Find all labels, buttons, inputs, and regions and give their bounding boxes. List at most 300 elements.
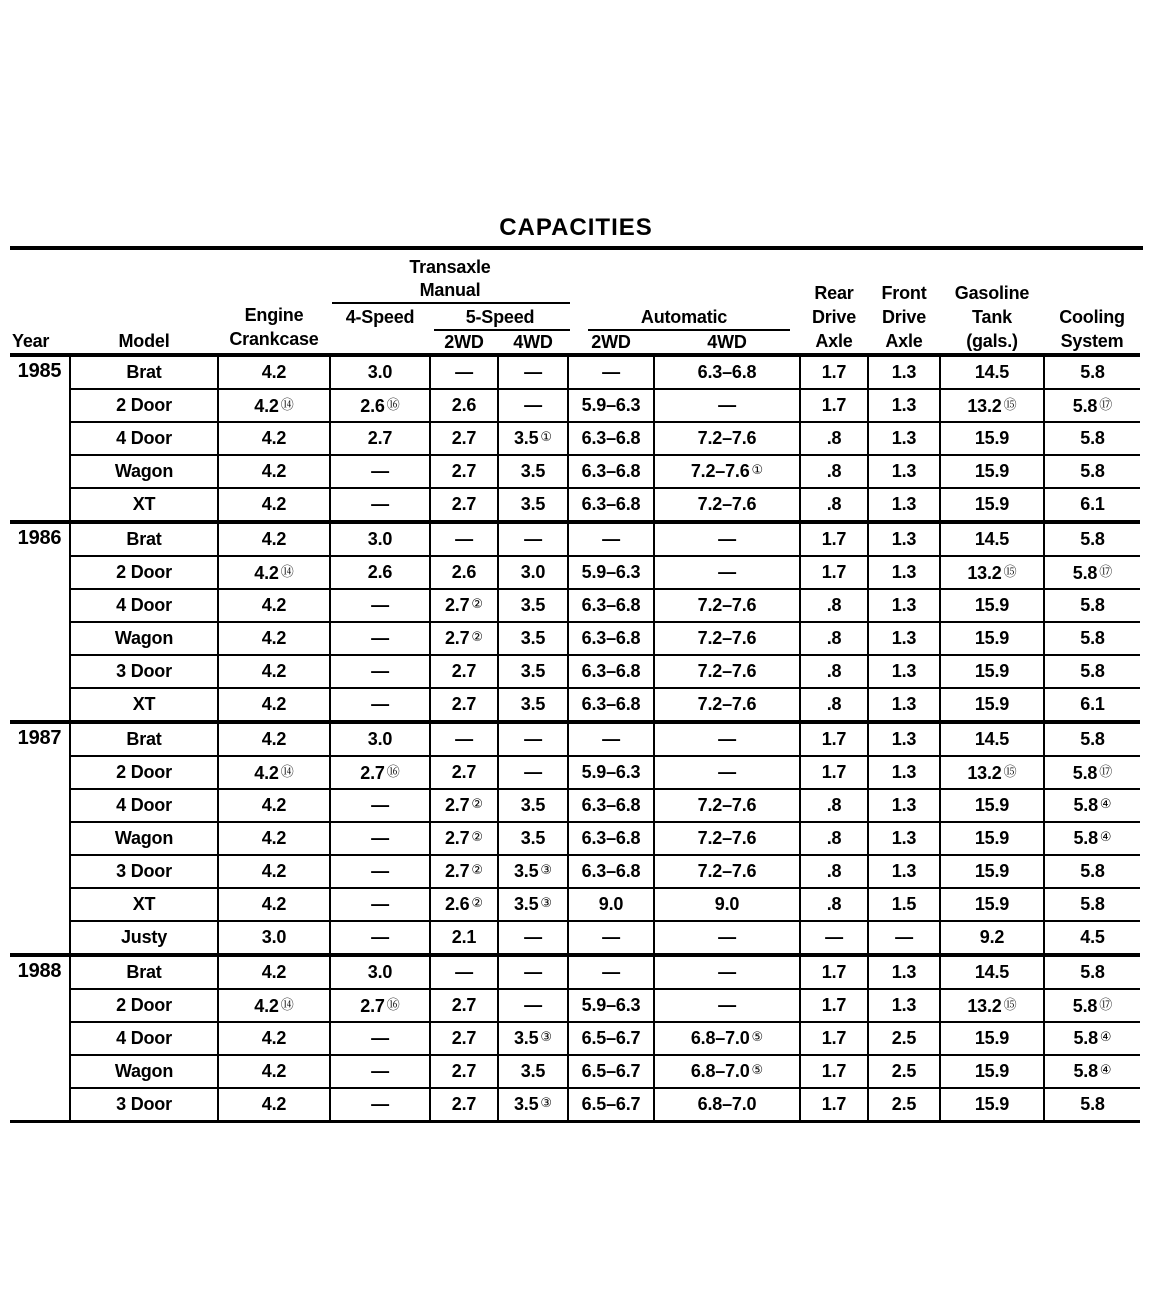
table-row	[10, 488, 1140, 522]
value-cell-cooling-system: 5.8	[1044, 355, 1140, 389]
value-cell-gasoline-tank: 13.2 ⑮	[940, 756, 1044, 789]
value-cell-gasoline-tank: 15.9	[940, 455, 1044, 488]
value-cell-manual-4speed: —	[330, 622, 430, 655]
value-cell-manual-5speed-4wd: —	[498, 389, 568, 422]
value-cell-automatic-4wd: —	[654, 756, 800, 789]
footnote-ref: ②	[471, 596, 484, 611]
value-cell-gasoline-tank: 15.9	[940, 688, 1044, 722]
value-cell-automatic-4wd: —	[654, 955, 800, 989]
value-cell-rear-drive-axle: 1.7	[800, 955, 868, 989]
value-cell-engine-crankcase: 4.2 ⑭	[218, 756, 330, 789]
header-rear-line3: Axle	[815, 331, 853, 351]
table-row	[10, 756, 1140, 789]
value-cell-gasoline-tank: 15.9	[940, 422, 1044, 455]
value-cell-manual-5speed-4wd: 3.5	[498, 622, 568, 655]
value-cell-front-drive-axle: 1.5	[868, 888, 940, 921]
value-cell-engine-crankcase: 4.2	[218, 422, 330, 455]
value-cell-manual-5speed-4wd: 3.0	[498, 556, 568, 589]
value-cell-engine-crankcase: 4.2 ⑭	[218, 556, 330, 589]
footnote-ref: ⑯	[386, 397, 400, 412]
footnote-ref: ③	[540, 1029, 553, 1044]
value-cell-engine-crankcase: 4.2	[218, 789, 330, 822]
table-row	[10, 722, 1140, 756]
table-row	[10, 455, 1140, 488]
value-cell-automatic-2wd: 5.9–6.3	[568, 389, 654, 422]
page-title: CAPACITIES	[499, 214, 653, 241]
value-cell-rear-drive-axle: .8	[800, 888, 868, 921]
footnote-ref: ⑭	[280, 564, 294, 579]
value-cell-engine-crankcase: 4.2	[218, 1088, 330, 1122]
table-row	[10, 389, 1140, 422]
model-cell: 2 Door	[70, 389, 218, 422]
value-cell-manual-5speed-4wd: 3.5	[498, 589, 568, 622]
value-cell-manual-5speed-2wd: 2.7	[430, 488, 498, 522]
value-cell-gasoline-tank: 14.5	[940, 722, 1044, 756]
value-cell-rear-drive-axle: 1.7	[800, 989, 868, 1022]
value-cell-engine-crankcase: 4.2 ⑭	[218, 989, 330, 1022]
value-cell-automatic-4wd: 7.2–7.6	[654, 855, 800, 888]
value-cell-engine-crankcase: 4.2	[218, 355, 330, 389]
value-cell-manual-5speed-2wd: 2.7	[430, 989, 498, 1022]
value-cell-manual-5speed-4wd: —	[498, 921, 568, 955]
value-cell-manual-4speed: —	[330, 455, 430, 488]
value-cell-manual-4speed: 3.0	[330, 955, 430, 989]
footnote-ref: ④	[1099, 1029, 1112, 1044]
value-cell-gasoline-tank: 15.9	[940, 488, 1044, 522]
value-cell-manual-4speed: 3.0	[330, 722, 430, 756]
model-cell: 4 Door	[70, 589, 218, 622]
value-cell-cooling-system: 6.1	[1044, 688, 1140, 722]
value-cell-gasoline-tank: 15.9	[940, 888, 1044, 921]
header-front-line3: Axle	[885, 331, 923, 351]
value-cell-automatic-2wd: 6.3–6.8	[568, 789, 654, 822]
value-cell-front-drive-axle: 1.3	[868, 989, 940, 1022]
table-row	[10, 1022, 1140, 1055]
value-cell-manual-5speed-4wd: —	[498, 756, 568, 789]
footnote-ref: ⑤	[751, 1029, 764, 1044]
value-cell-manual-5speed-4wd: 3.5	[498, 655, 568, 688]
model-cell: XT	[70, 488, 218, 522]
value-cell-automatic-4wd: —	[654, 522, 800, 556]
value-cell-rear-drive-axle: 1.7	[800, 556, 868, 589]
model-cell: 3 Door	[70, 1088, 218, 1122]
footnote-ref: ⑤	[751, 1062, 764, 1077]
value-cell-automatic-2wd: 6.3–6.8	[568, 622, 654, 655]
value-cell-automatic-4wd: —	[654, 989, 800, 1022]
value-cell-front-drive-axle: 1.3	[868, 455, 940, 488]
value-cell-manual-5speed-2wd: 2.7	[430, 455, 498, 488]
value-cell-cooling-system: 5.8	[1044, 722, 1140, 756]
capacities-table	[10, 353, 1140, 1123]
footnote-ref: ④	[1099, 829, 1112, 844]
value-cell-automatic-2wd: 6.3–6.8	[568, 422, 654, 455]
value-cell-manual-4speed: —	[330, 655, 430, 688]
value-cell-front-drive-axle: 1.3	[868, 488, 940, 522]
value-cell-manual-4speed: —	[330, 1088, 430, 1122]
value-cell-automatic-2wd: 5.9–6.3	[568, 556, 654, 589]
value-cell-automatic-4wd: 7.2–7.6	[654, 422, 800, 455]
value-cell-manual-5speed-2wd: 2.7 ②	[430, 789, 498, 822]
value-cell-automatic-4wd: 7.2–7.6	[654, 655, 800, 688]
value-cell-cooling-system: 5.8 ⑰	[1044, 989, 1140, 1022]
model-cell: 3 Door	[70, 855, 218, 888]
table-row	[10, 355, 1140, 389]
table-row	[10, 655, 1140, 688]
value-cell-automatic-4wd: 6.3–6.8	[654, 355, 800, 389]
footnote-ref: ⑮	[1003, 564, 1017, 579]
table-row	[10, 556, 1140, 589]
table-row	[10, 1055, 1140, 1088]
value-cell-manual-5speed-4wd: 3.5 ③	[498, 1088, 568, 1122]
value-cell-automatic-4wd: 9.0	[654, 888, 800, 921]
value-cell-rear-drive-axle: 1.7	[800, 522, 868, 556]
value-cell-manual-5speed-4wd: —	[498, 522, 568, 556]
value-cell-cooling-system: 5.8	[1044, 522, 1140, 556]
value-cell-automatic-2wd: —	[568, 522, 654, 556]
value-cell-automatic-4wd: 6.8–7.0 ⑤	[654, 1055, 800, 1088]
value-cell-front-drive-axle: 1.3	[868, 822, 940, 855]
value-cell-manual-4speed: —	[330, 921, 430, 955]
model-cell: 3 Door	[70, 655, 218, 688]
value-cell-manual-5speed-4wd: 3.5 ③	[498, 888, 568, 921]
year-cell: 1985	[10, 355, 70, 522]
model-cell: 2 Door	[70, 989, 218, 1022]
value-cell-rear-drive-axle: 1.7	[800, 756, 868, 789]
value-cell-gasoline-tank: 14.5	[940, 355, 1044, 389]
year-cell: 1987	[10, 722, 70, 955]
value-cell-rear-drive-axle: .8	[800, 822, 868, 855]
model-cell: 2 Door	[70, 756, 218, 789]
value-cell-automatic-4wd: 7.2–7.6	[654, 589, 800, 622]
model-cell: Justy	[70, 921, 218, 955]
value-cell-engine-crankcase: 4.2	[218, 455, 330, 488]
value-cell-automatic-2wd: 6.3–6.8	[568, 822, 654, 855]
value-cell-automatic-2wd: —	[568, 355, 654, 389]
value-cell-automatic-4wd: —	[654, 556, 800, 589]
header-year: Year	[12, 331, 50, 351]
table-row	[10, 855, 1140, 888]
table-row	[10, 688, 1140, 722]
value-cell-front-drive-axle: 2.5	[868, 1088, 940, 1122]
value-cell-rear-drive-axle: 1.7	[800, 1055, 868, 1088]
header-5speed: 5-Speed	[465, 307, 535, 327]
value-cell-cooling-system: 5.8 ④	[1044, 1022, 1140, 1055]
value-cell-manual-5speed-4wd: 3.5 ③	[498, 855, 568, 888]
model-cell: Brat	[70, 955, 218, 989]
table-row	[10, 789, 1140, 822]
value-cell-gasoline-tank: 15.9	[940, 655, 1044, 688]
value-cell-automatic-2wd: 6.5–6.7	[568, 1022, 654, 1055]
value-cell-automatic-4wd: —	[654, 722, 800, 756]
value-cell-automatic-4wd: —	[654, 389, 800, 422]
value-cell-manual-4speed: 2.7	[330, 422, 430, 455]
header-gas-line1: Gasoline	[954, 283, 1030, 303]
value-cell-manual-5speed-2wd: —	[430, 522, 498, 556]
value-cell-engine-crankcase: 4.2 ⑭	[218, 389, 330, 422]
value-cell-manual-5speed-4wd: —	[498, 955, 568, 989]
value-cell-automatic-2wd: 6.5–6.7	[568, 1088, 654, 1122]
header-transaxle-line2: Manual	[419, 280, 481, 300]
value-cell-front-drive-axle: 1.3	[868, 955, 940, 989]
value-cell-gasoline-tank: 15.9	[940, 1055, 1044, 1088]
header-cooling-line1: Cooling	[1059, 307, 1125, 327]
value-cell-rear-drive-axle: 1.7	[800, 389, 868, 422]
value-cell-automatic-2wd: 6.3–6.8	[568, 688, 654, 722]
value-cell-manual-5speed-4wd: 3.5	[498, 789, 568, 822]
value-cell-rear-drive-axle: .8	[800, 688, 868, 722]
header-gas-line2: Tank	[972, 307, 1012, 327]
value-cell-manual-5speed-2wd: 2.6 ②	[430, 888, 498, 921]
value-cell-front-drive-axle: 1.3	[868, 522, 940, 556]
value-cell-engine-crankcase: 3.0	[218, 921, 330, 955]
value-cell-gasoline-tank: 14.5	[940, 522, 1044, 556]
value-cell-gasoline-tank: 15.9	[940, 589, 1044, 622]
value-cell-gasoline-tank: 15.9	[940, 789, 1044, 822]
value-cell-front-drive-axle: 1.3	[868, 355, 940, 389]
footnote-ref: ②	[471, 796, 484, 811]
footnote-ref: ②	[471, 895, 484, 910]
value-cell-manual-4speed: 3.0	[330, 522, 430, 556]
footnote-ref: ⑯	[386, 997, 400, 1012]
value-cell-front-drive-axle: —	[868, 921, 940, 955]
value-cell-automatic-4wd: 6.8–7.0	[654, 1088, 800, 1122]
value-cell-manual-4speed: —	[330, 488, 430, 522]
header-rear-line1: Rear	[814, 283, 854, 303]
value-cell-manual-5speed-4wd: 3.5	[498, 688, 568, 722]
value-cell-manual-5speed-2wd: 2.7	[430, 1088, 498, 1122]
value-cell-manual-4speed: —	[330, 789, 430, 822]
header-model: Model	[118, 331, 170, 351]
manual-group-rule	[332, 302, 570, 304]
model-cell: 4 Door	[70, 1022, 218, 1055]
value-cell-gasoline-tank: 13.2 ⑮	[940, 389, 1044, 422]
value-cell-automatic-2wd: 6.5–6.7	[568, 1055, 654, 1088]
model-cell: Wagon	[70, 622, 218, 655]
value-cell-rear-drive-axle: .8	[800, 855, 868, 888]
value-cell-automatic-2wd: 6.3–6.8	[568, 589, 654, 622]
value-cell-automatic-2wd: 5.9–6.3	[568, 756, 654, 789]
footnote-ref: ⑭	[280, 764, 294, 779]
value-cell-manual-5speed-4wd: 3.5	[498, 455, 568, 488]
model-cell: 4 Door	[70, 789, 218, 822]
header-automatic: Automatic	[640, 307, 728, 327]
value-cell-cooling-system: 5.8 ⑰	[1044, 556, 1140, 589]
value-cell-manual-5speed-2wd: 2.7 ②	[430, 622, 498, 655]
value-cell-rear-drive-axle: .8	[800, 455, 868, 488]
footnote-ref: ④	[1099, 796, 1112, 811]
model-cell: 4 Door	[70, 422, 218, 455]
value-cell-rear-drive-axle: .8	[800, 789, 868, 822]
value-cell-front-drive-axle: 1.3	[868, 722, 940, 756]
value-cell-engine-crankcase: 4.2	[218, 522, 330, 556]
value-cell-manual-5speed-2wd: 2.7 ②	[430, 589, 498, 622]
value-cell-front-drive-axle: 1.3	[868, 422, 940, 455]
value-cell-manual-5speed-2wd: 2.7 ②	[430, 822, 498, 855]
value-cell-front-drive-axle: 2.5	[868, 1055, 940, 1088]
value-cell-cooling-system: 5.8	[1044, 589, 1140, 622]
value-cell-automatic-4wd: 7.2–7.6	[654, 488, 800, 522]
footnote-ref: ④	[1099, 1062, 1112, 1077]
value-cell-automatic-4wd: 6.8–7.0 ⑤	[654, 1022, 800, 1055]
header-transaxle-line1: Transaxle	[409, 257, 491, 277]
value-cell-front-drive-axle: 1.3	[868, 688, 940, 722]
value-cell-rear-drive-axle: 1.7	[800, 1022, 868, 1055]
value-cell-manual-5speed-4wd: 3.5	[498, 1055, 568, 1088]
value-cell-automatic-2wd: —	[568, 921, 654, 955]
value-cell-manual-5speed-4wd: 3.5 ③	[498, 1022, 568, 1055]
value-cell-automatic-4wd: 7.2–7.6	[654, 688, 800, 722]
header-5speed-2wd: 2WD	[444, 332, 484, 352]
footnote-ref: ①	[540, 429, 553, 444]
value-cell-manual-5speed-4wd: 3.5	[498, 488, 568, 522]
value-cell-manual-4speed: —	[330, 888, 430, 921]
value-cell-manual-5speed-4wd: 3.5	[498, 822, 568, 855]
footnote-ref: ⑮	[1003, 997, 1017, 1012]
value-cell-automatic-2wd: 6.3–6.8	[568, 455, 654, 488]
header-cooling-line2: System	[1060, 331, 1124, 351]
table-row	[10, 822, 1140, 855]
value-cell-rear-drive-axle: .8	[800, 488, 868, 522]
value-cell-manual-5speed-2wd: 2.7	[430, 756, 498, 789]
model-cell: Brat	[70, 355, 218, 389]
header-automatic-4wd: 4WD	[707, 332, 747, 352]
value-cell-engine-crankcase: 4.2	[218, 955, 330, 989]
value-cell-manual-5speed-2wd: 2.7 ②	[430, 855, 498, 888]
value-cell-manual-5speed-2wd: 2.7	[430, 655, 498, 688]
value-cell-front-drive-axle: 1.3	[868, 789, 940, 822]
model-cell: XT	[70, 688, 218, 722]
value-cell-rear-drive-axle: 1.7	[800, 355, 868, 389]
value-cell-manual-4speed: 2.6	[330, 556, 430, 589]
value-cell-automatic-4wd: 7.2–7.6	[654, 822, 800, 855]
value-cell-automatic-2wd: 6.3–6.8	[568, 488, 654, 522]
value-cell-manual-4speed: —	[330, 855, 430, 888]
value-cell-gasoline-tank: 15.9	[940, 1022, 1044, 1055]
footnote-ref: ⑯	[386, 764, 400, 779]
table-row	[10, 921, 1140, 955]
footnote-ref: ⑭	[280, 997, 294, 1012]
value-cell-cooling-system: 5.8 ⑰	[1044, 756, 1140, 789]
value-cell-automatic-2wd: 5.9–6.3	[568, 989, 654, 1022]
footnote-ref: ③	[540, 1095, 553, 1110]
value-cell-manual-5speed-2wd: —	[430, 722, 498, 756]
table-row	[10, 1088, 1140, 1122]
model-cell: Wagon	[70, 1055, 218, 1088]
value-cell-manual-5speed-4wd: —	[498, 355, 568, 389]
value-cell-manual-5speed-2wd: 2.7	[430, 422, 498, 455]
value-cell-automatic-4wd: —	[654, 921, 800, 955]
value-cell-manual-5speed-2wd: 2.1	[430, 921, 498, 955]
value-cell-cooling-system: 5.8	[1044, 1088, 1140, 1122]
table-row	[10, 422, 1140, 455]
value-cell-rear-drive-axle: .8	[800, 422, 868, 455]
header-gas-line3: (gals.)	[966, 331, 1018, 351]
value-cell-manual-4speed: —	[330, 1055, 430, 1088]
value-cell-gasoline-tank: 13.2 ⑮	[940, 989, 1044, 1022]
value-cell-manual-5speed-4wd: —	[498, 722, 568, 756]
value-cell-front-drive-axle: 1.3	[868, 655, 940, 688]
footnote-ref: ③	[540, 895, 553, 910]
value-cell-gasoline-tank: 15.9	[940, 622, 1044, 655]
footnote-ref: ⑰	[1099, 397, 1113, 412]
footnote-ref: ③	[540, 862, 553, 877]
value-cell-engine-crankcase: 4.2	[218, 888, 330, 921]
header-front-line1: Front	[881, 283, 927, 303]
value-cell-cooling-system: 5.8	[1044, 855, 1140, 888]
table-row	[10, 622, 1140, 655]
value-cell-gasoline-tank: 14.5	[940, 955, 1044, 989]
table-row	[10, 522, 1140, 556]
footnote-ref: ⑰	[1099, 564, 1113, 579]
value-cell-manual-4speed: —	[330, 822, 430, 855]
value-cell-engine-crankcase: 4.2	[218, 622, 330, 655]
footnote-ref: ⑭	[280, 397, 294, 412]
value-cell-manual-5speed-2wd: 2.7	[430, 688, 498, 722]
value-cell-manual-5speed-2wd: 2.7	[430, 1022, 498, 1055]
value-cell-front-drive-axle: 2.5	[868, 1022, 940, 1055]
model-cell: Wagon	[70, 455, 218, 488]
value-cell-automatic-4wd: 7.2–7.6	[654, 789, 800, 822]
value-cell-engine-crankcase: 4.2	[218, 1022, 330, 1055]
value-cell-engine-crankcase: 4.2	[218, 488, 330, 522]
value-cell-automatic-2wd: —	[568, 955, 654, 989]
value-cell-engine-crankcase: 4.2	[218, 655, 330, 688]
value-cell-manual-5speed-2wd: —	[430, 955, 498, 989]
year-cell: 1986	[10, 522, 70, 722]
value-cell-cooling-system: 5.8 ④	[1044, 1055, 1140, 1088]
header-engine-line1: Engine	[244, 305, 304, 325]
value-cell-gasoline-tank: 15.9	[940, 822, 1044, 855]
value-cell-rear-drive-axle: .8	[800, 589, 868, 622]
value-cell-manual-5speed-2wd: 2.7	[430, 1055, 498, 1088]
footnote-ref: ①	[751, 462, 764, 477]
footnote-ref: ⑰	[1099, 997, 1113, 1012]
footnote-ref: ②	[471, 862, 484, 877]
value-cell-manual-5speed-2wd: 2.6	[430, 389, 498, 422]
value-cell-front-drive-axle: 1.3	[868, 389, 940, 422]
value-cell-automatic-4wd: 7.2–7.6 ①	[654, 455, 800, 488]
value-cell-manual-5speed-4wd: —	[498, 989, 568, 1022]
model-cell: Brat	[70, 522, 218, 556]
value-cell-cooling-system: 6.1	[1044, 488, 1140, 522]
value-cell-manual-4speed: —	[330, 688, 430, 722]
value-cell-rear-drive-axle: 1.7	[800, 722, 868, 756]
value-cell-front-drive-axle: 1.3	[868, 756, 940, 789]
value-cell-automatic-2wd: 6.3–6.8	[568, 855, 654, 888]
value-cell-cooling-system: 5.8	[1044, 955, 1140, 989]
value-cell-manual-5speed-4wd: 3.5 ①	[498, 422, 568, 455]
value-cell-automatic-2wd: 9.0	[568, 888, 654, 921]
value-cell-cooling-system: 5.8 ④	[1044, 822, 1140, 855]
value-cell-manual-4speed: 2.7 ⑯	[330, 756, 430, 789]
model-cell: Wagon	[70, 822, 218, 855]
value-cell-gasoline-tank: 13.2 ⑮	[940, 556, 1044, 589]
footnote-ref: ②	[471, 629, 484, 644]
value-cell-gasoline-tank: 9.2	[940, 921, 1044, 955]
table-row	[10, 955, 1140, 989]
value-cell-cooling-system: 5.8	[1044, 422, 1140, 455]
value-cell-manual-5speed-2wd: 2.6	[430, 556, 498, 589]
value-cell-cooling-system: 4.5	[1044, 921, 1140, 955]
footnote-ref: ⑰	[1099, 764, 1113, 779]
value-cell-front-drive-axle: 1.3	[868, 556, 940, 589]
table-row	[10, 589, 1140, 622]
capacities-tbody	[10, 355, 1140, 1122]
value-cell-front-drive-axle: 1.3	[868, 622, 940, 655]
header-engine-line2: Crankcase	[229, 329, 319, 349]
value-cell-front-drive-axle: 1.3	[868, 589, 940, 622]
value-cell-rear-drive-axle: 1.7	[800, 1088, 868, 1122]
